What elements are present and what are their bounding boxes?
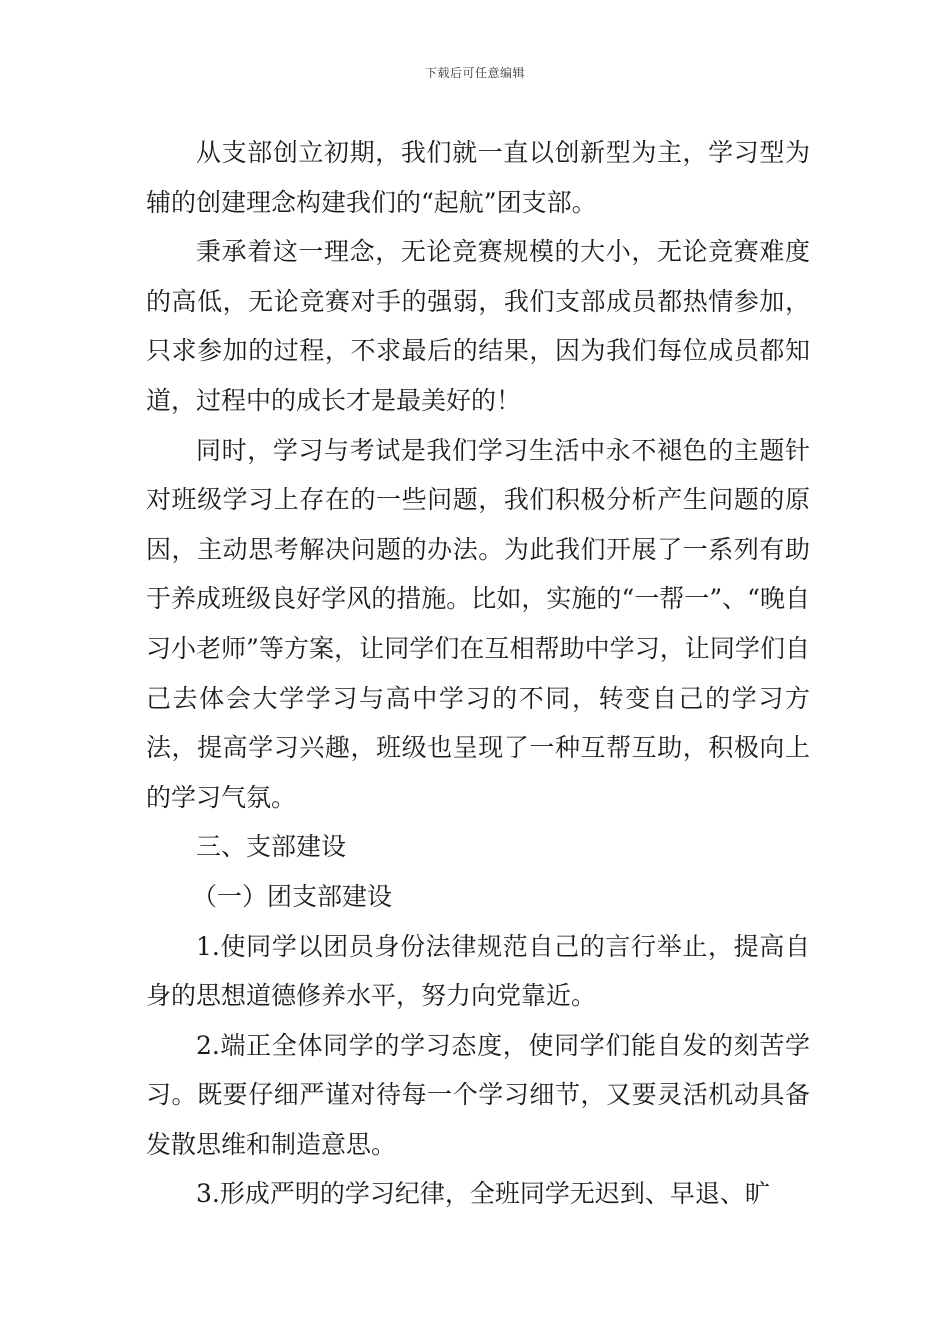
list-item-3: 3.形成严明的学习纪律，全班同学无迟到、早退、旷 [196,1179,770,1209]
paragraph-study-measures: 同时，学习与考试是我们学习生活中永不褪色的主题针对班级学习上存在的一些问题，我们积极分析产生问题的原因，主动思考解决问题的办法。为此我们开展了一系列有助于养成班级良好学风的措施。比如，实施的“一帮一”、“晚自习小老师”等方案，让同学们在互相帮助中学习，让同学们自己去体会大学学习与高中学习的不同，转变自己的学习方法，提高学习兴趣，班级也呈现了一种互帮互助，积极向上的学习气氛。 [146,435,810,812]
paragraph-branch-founding: 从支部创立初期，我们就一直以创新型为主，学习型为辅的创建理念构建我们的“起航”团支部。 [146,138,810,217]
paragraph-competition-attitude: 秉承着这一理念，无论竞赛规模的大小，无论竞赛难度的高低，无论竞赛对手的强弱，我们支部成员都热情参加，只求参加的过程，不求最后的结果，因为我们每位成员都知道，过程中的成长才是最美好的！ [146,237,810,415]
document-body [146,128,810,1219]
page-header: 下载后可任意编辑 [424,66,525,80]
list-item-2: 2.端正全体同学的学习态度，使同学们能自发的刻苦学习。既要仔细严谨对待每一个学习细节，又要灵活机动具备发散思维和制造意思。 [146,1030,810,1159]
subsection-heading-league-branch: （一）团支部建设 [192,881,393,911]
section-heading-branch-construction: 三、支部建设 [196,832,347,862]
list-item-1: 1.使同学以团员身份法律规范自己的言行举止，提高自身的思想道德修养水平，努力向党靠近。 [146,931,810,1011]
